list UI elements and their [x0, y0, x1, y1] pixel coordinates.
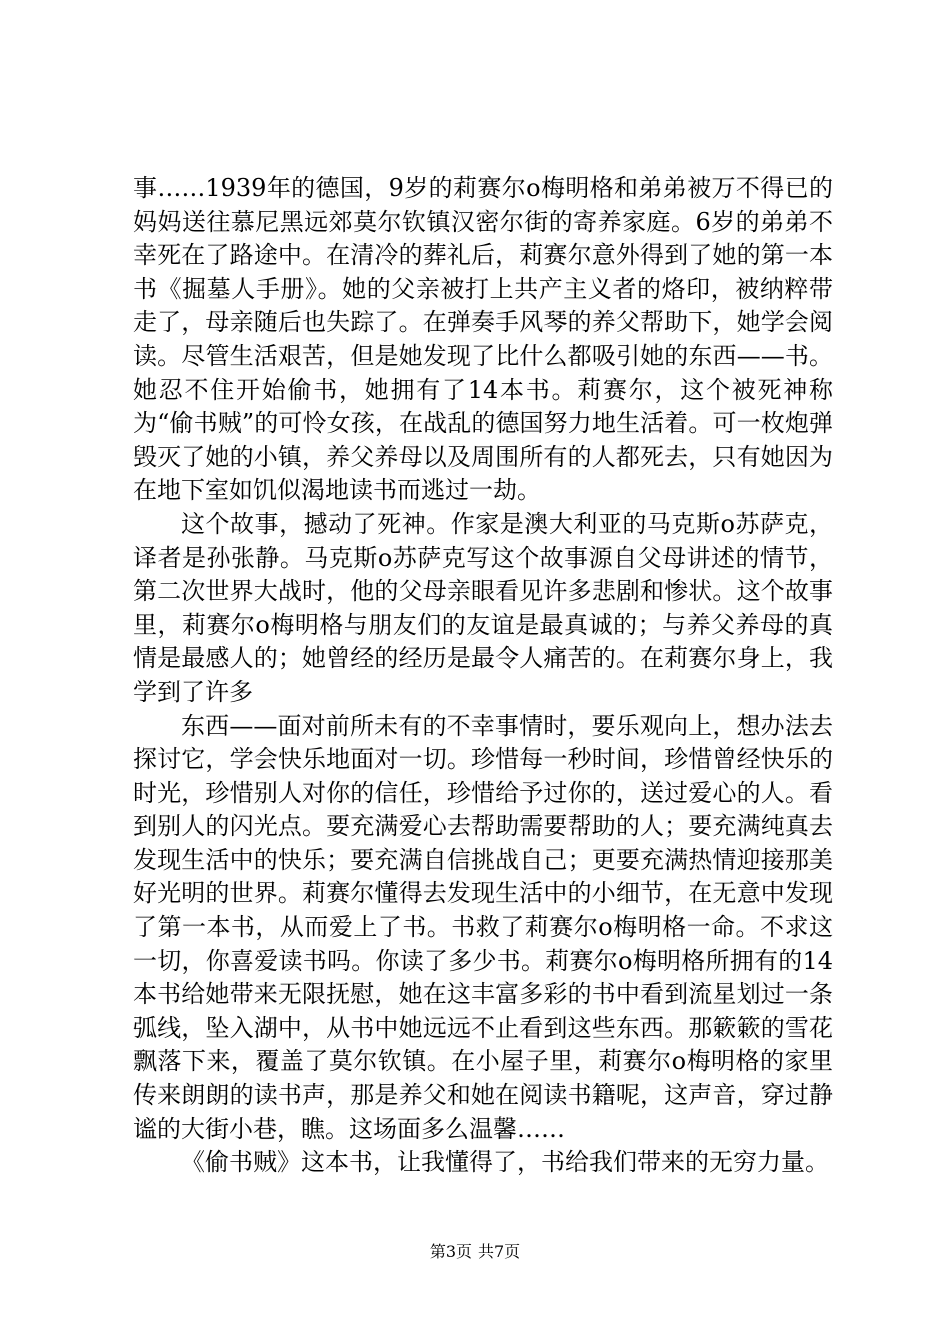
paragraph-4: 《偷书贼》这本书，让我懂得了，书给我们带来的无穷力量。	[181, 1148, 829, 1177]
paragraph-3: 东西——面对前所未有的不幸事情时，要乐观向上，想办法去探讨它，学会快乐地面对一切。珍惜每一秒时间，珍惜曾经快乐的时光，珍惜别人对你的信任，珍惜给予过你的，送过爱心的人。看到别人的闪光点。要充满爱心去帮助需要帮助的人；要充满纯真去发现生活中的快乐；要充满自信挑战自己；更要充满热情迎接那美好光明的世界。莉赛尔懂得去发现生活中的小细节，在无意中发现了第一本书，从而爱上了书。书救了莉赛尔o梅明格一命。不求这一切，你喜爱读书吗。你读了多少书。莉赛尔o梅明格所拥有的14本书给她带来无限抚慰，她在这丰富多彩的书中看到流星划过一条弧线，坠入湖中，从书中她远远不止看到这些东西。那簌簌的雪花飘落下来，覆盖了莫尔钦镇。在小屋子里，莉赛尔o梅明格的家里传来朗朗的读书声，那是养父和她在阅读书籍呢，这声音，穿过静谧的大街小巷，瞧。这场面多么温馨……	[133, 711, 833, 1143]
page-footer	[0, 1242, 950, 1262]
page-number: 第3页	[429, 1242, 472, 1261]
document-body	[133, 172, 833, 1180]
paragraph-2: 这个故事，撼动了死神。作家是澳大利亚的马克斯o苏萨克，译者是孙张静。马克斯o苏萨克写这个故事源自父母讲述的情节，第二次世界大战时，他的父母亲眼看见许多悲剧和惨状。这个故事里，莉赛尔o梅明格与朋友们的友谊是最真诚的；与养父养母的真情是最感人的；她曾经的经历是最令人痛苦的。在莉赛尔身上，我学到了许多	[133, 509, 833, 706]
page-total: 共7页	[478, 1242, 521, 1261]
paragraph-1: 事……1939年的德国，9岁的莉赛尔o梅明格和弟弟被万不得已的妈妈送往慕尼黑远郊莫尔钦镇汉密尔街的寄养家庭。6岁的弟弟不幸死在了路途中。在清冷的葬礼后，莉赛尔意外得到了她的第一本书《掘墓人手册》。她的父亲被打上共产主义者的烙印，被纳粹带走了，母亲随后也失踪了。在弹奏手风琴的养父帮助下，她学会阅读。尽管生活艰苦，但是她发现了比什么都吸引她的东西——书。她忍不住开始偷书，她拥有了14本书。莉赛尔，这个被死神称为“偷书贼”的可怜女孩，在战乱的德国努力地生活着。可一枚炮弹毁灭了她的小镇，养父养母以及周围所有的人都死去，只有她因为在地下室如饥似渴地读书而逃过一劫。	[133, 174, 833, 505]
